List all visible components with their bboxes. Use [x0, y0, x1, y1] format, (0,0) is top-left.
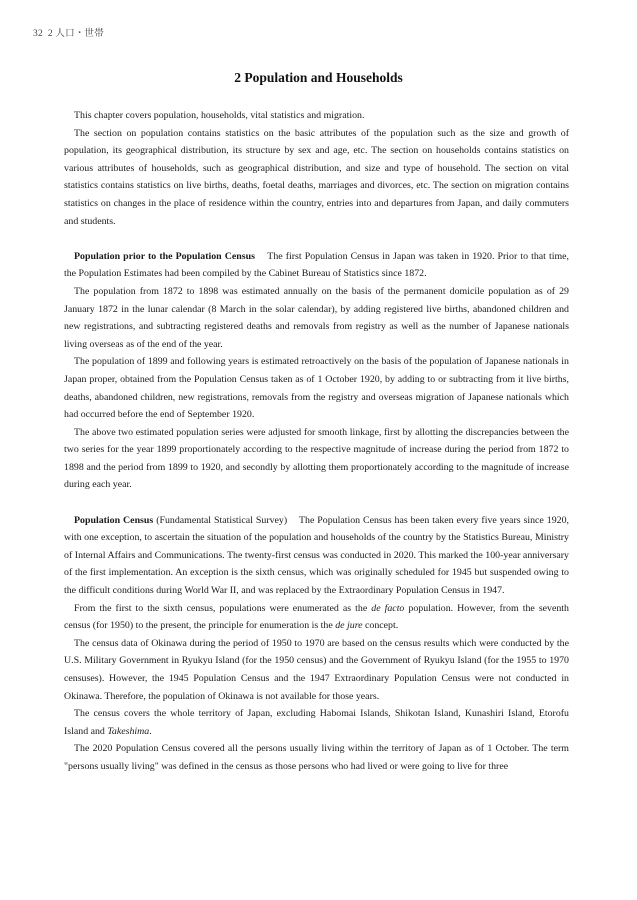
census-text-2a: From the first to the sixth census, populations were enumerated as the: [74, 602, 372, 614]
census-text-4a: The census covers the whole territory of Japan, excluding Habomai Islands, Shikotan Island, Kunashiri Island, Etorofu Island and: [64, 708, 569, 737]
de-jure-term: de jure: [335, 620, 363, 632]
prior-paragraph-2: The population from 1872 to 1898 was estimated annually on the basis of the permanent domicile population as of 29 January 1872 in the lunar calendar (8 March in the solar calendar), by adding registered live births, abandoned children and new registrations, and subtracting registered deaths and removals from registry as well as the number of Japanese nationals living overseas as of the end of the year.: [64, 285, 569, 350]
census-paragraph-1: [64, 512, 569, 600]
census-text-1: The Population Census has been taken every five years since 1920, with one exception, to ascertain the situation of the population and households of the country by the Statistics Bureau, Ministry of Internal Affairs and Communications. The twenty-first census was conducted in 2020. This marked the 100-year anniversary of the first implementation. An exception is the sixth census, which was originally scheduled for 1945 but suspended owing to the difficult conditions during World War II, and was replaced by the Extraordinary Population Census in 1947.: [64, 514, 569, 597]
census-text-2b: population. However, from the seventh census (for 1950) to the present, the principle for enumeration is the: [64, 602, 569, 632]
census-paragraph-3: The census data of Okinawa during the period of 1950 to 1970 are based on the census results which were conducted by the U.S. Military Government in Ryukyu Island (for the 1950 census) and the Government of Ryukyu Island (for the 1955 to 1970 censuses). However, the 1945 Population Census and the 1947 Extraordinary Population Census were not conducted in Okinawa. Therefore, the population of Okinawa is not available for those years.: [64, 637, 569, 702]
intro-paragraph-2: The section on population contains statistics on the basic attributes of the population such as the size and growth of population, its geographical distribution, its structure by sex and age, etc. The section on households contains statistics on various attributes of households, such as geographical distribution, and size and type of household. The section on vital statistics contains statistics on live births, deaths, foetal deaths, marriages and divorces, etc. The section on migration contains statistics on changes in the place of residence within the country, entries into and departures from Japan, and daily commuters and students.: [64, 127, 569, 227]
census-paragraph-4: [64, 705, 569, 740]
prior-paragraph-3: The population of 1899 and following years is estimated retroactively on the basis of the population of Japanese nationals in Japan proper, obtained from the Population Census taken as of 1 October 1920, by adding to or subtracting from it live births, deaths, abandoned children, new registrations, removals from the registry and overseas migration of Japanese nationals which had occurred before the end of September 1920.: [64, 356, 569, 421]
census-text-4b: .: [149, 725, 152, 737]
census-paragraph-5: The 2020 Population Census covered all the persons usually living within the territory of Japan as of 1 October. The term "persons usually living" was defined in the census as those persons who had lived or were going to live for three: [64, 743, 569, 772]
census-paragraph-2: [64, 600, 569, 635]
section-label: 2 人口・世帯: [47, 29, 104, 39]
prior-heading: Population prior to the Population Census: [74, 250, 255, 262]
census-heading-note: (Fundamental Statistical Survey): [156, 514, 288, 526]
prior-paragraph-4: The above two estimated population series were adjusted for smooth linkage, first by allotting the discrepancies between the two series for the year 1899 proportionately according to the respective magnitude of increase during the period from 1872 to 1898 and the period from 1899 to 1920, and secondly by allotting them proportionately according to the magnitude of increase during each year.: [64, 426, 569, 491]
running-head: [33, 25, 109, 39]
takeshima-term: Takeshima: [107, 725, 150, 737]
census-text-2c: concept.: [362, 620, 399, 632]
body-text: [64, 107, 569, 776]
prior-text-1: The first Population Census in Japan was taken in 1920. Prior to that time, the Population Estimates had been compiled by the Cabinet Bureau of Statistics since 1872.: [64, 250, 570, 280]
census-heading: Population Census: [74, 514, 154, 526]
prior-paragraph-1: [64, 248, 569, 283]
chapter-title: 2 Population and Households: [234, 70, 403, 85]
page-number: 32: [33, 29, 43, 39]
de-facto-term: de facto: [371, 602, 405, 614]
intro-paragraph-1: This chapter covers population, households, vital statistics and migration.: [74, 110, 365, 121]
